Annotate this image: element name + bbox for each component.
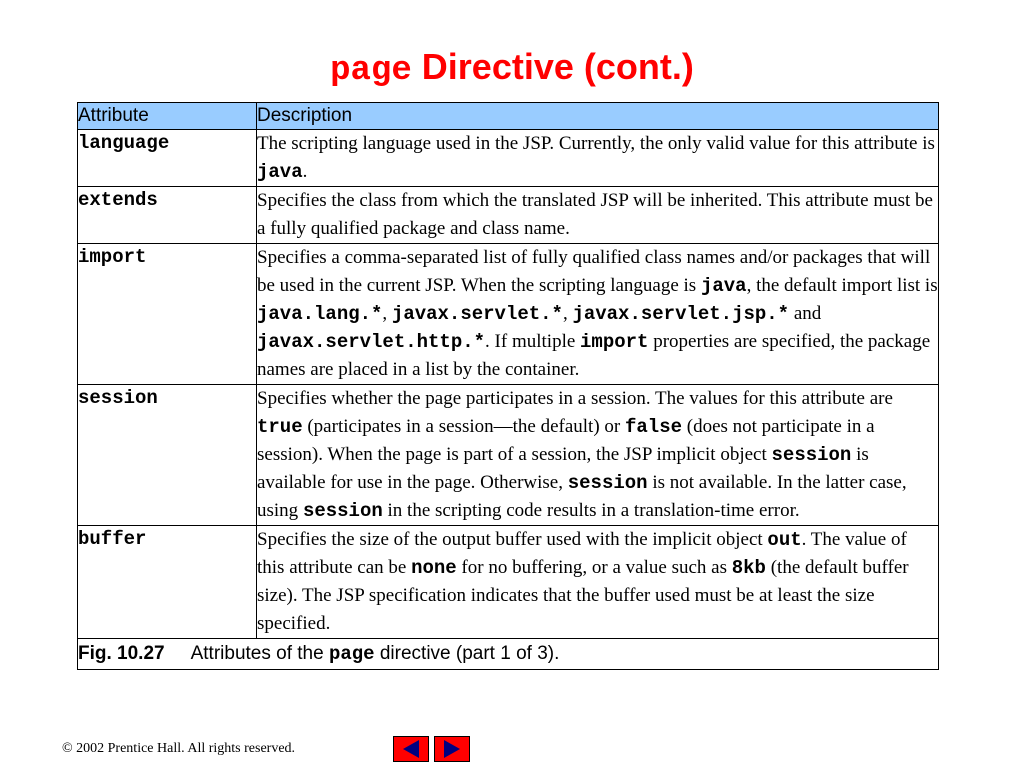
inline-code: false	[624, 416, 682, 438]
table-row	[78, 385, 939, 526]
right-arrow-icon	[435, 737, 469, 761]
description-text: ,	[382, 303, 392, 324]
inline-code: out	[767, 529, 802, 551]
description-text: (the default buffer size). The JSP specification indicates that the buffer used must be at least the size specified.	[257, 557, 909, 634]
description-text: Specifies whether the page participates in a session. The values for this attribute are	[257, 388, 893, 409]
header-description: Description	[257, 103, 939, 130]
inline-code: 8kb	[731, 557, 766, 579]
table-row	[78, 187, 939, 244]
inline-code: java.lang.*	[257, 303, 383, 325]
figure-label: Fig. 10.27	[78, 643, 165, 664]
caption-before: Attributes of the	[190, 643, 329, 664]
inline-code: true	[257, 416, 303, 438]
attribute-description	[257, 385, 939, 526]
description-text: properties are specified, the package names are placed in a list by the container.	[257, 331, 931, 380]
description-text: and	[789, 303, 822, 324]
attribute-name: buffer	[78, 526, 257, 639]
description-text: (participates in a session—the default) or	[302, 416, 625, 437]
attribute-name: import	[78, 244, 257, 385]
copyright-footer: © 2002 Prentice Hall. All rights reserved.	[62, 741, 296, 756]
caption-code: page	[328, 643, 375, 665]
slide-title	[0, 44, 1024, 94]
title-text: Directive (cont.)	[421, 46, 694, 87]
inline-code: java	[700, 275, 747, 297]
inline-code: javax.servlet.http.*	[257, 331, 486, 353]
description-text: for no buffering, or a value such as	[456, 557, 732, 578]
description-text: is available for use in the page. Otherwise,	[257, 444, 869, 493]
description-text: in the scripting code results in a translation-time error.	[382, 500, 800, 521]
inline-code: session	[302, 500, 383, 522]
attribute-description	[257, 244, 939, 385]
inline-code: java	[257, 161, 303, 183]
inline-code: none	[411, 557, 457, 579]
description-text: , the default import list is	[746, 275, 938, 296]
attributes-table	[77, 102, 939, 670]
attribute-description	[257, 130, 939, 187]
inline-code: javax.servlet.*	[391, 303, 563, 325]
left-arrow-icon	[394, 737, 428, 761]
table-body	[78, 130, 939, 670]
table-header-row	[78, 103, 939, 130]
description-text: . If multiple	[485, 331, 581, 352]
attribute-description	[257, 526, 939, 639]
inline-code: import	[580, 331, 649, 353]
caption-after: directive (part 1 of 3).	[374, 643, 560, 664]
attribute-description	[257, 187, 939, 244]
description-text: Specifies the class from which the translated JSP will be inherited. This attribute must be a fully qualified package and class name.	[257, 190, 933, 239]
caption-row	[78, 639, 939, 670]
inline-code: javax.servlet.jsp.*	[572, 303, 790, 325]
inline-code: session	[567, 472, 648, 494]
table-row	[78, 244, 939, 385]
description-text: ,	[562, 303, 573, 324]
description-text: (does not participate in a session). When the page is part of a session, the JSP implicit object	[257, 416, 875, 465]
description-text: The scripting language used in the JSP. Currently, the only valid value for this attribute is	[257, 133, 935, 154]
figure-caption	[78, 639, 939, 670]
inline-code: session	[771, 444, 852, 466]
previous-slide-button[interactable]	[393, 736, 429, 762]
description-text: is not available. In the latter case, using	[257, 472, 907, 521]
description-text: .	[302, 161, 308, 182]
next-slide-button[interactable]	[434, 736, 470, 762]
attribute-name: session	[78, 385, 257, 526]
table-row	[78, 130, 939, 187]
header-attribute: Attribute	[78, 103, 257, 130]
title-code: page	[330, 52, 412, 90]
attribute-name: extends	[78, 187, 257, 244]
attribute-name: language	[78, 130, 257, 187]
description-text: . The value of this attribute can be	[257, 529, 907, 578]
description-text: Specifies a comma-separated list of fully qualified class names and/or packages that will be used in the current JSP. When the scripting language is	[257, 247, 931, 296]
description-text: Specifies the size of the output buffer used with the implicit object	[257, 529, 768, 550]
table-row	[78, 526, 939, 639]
